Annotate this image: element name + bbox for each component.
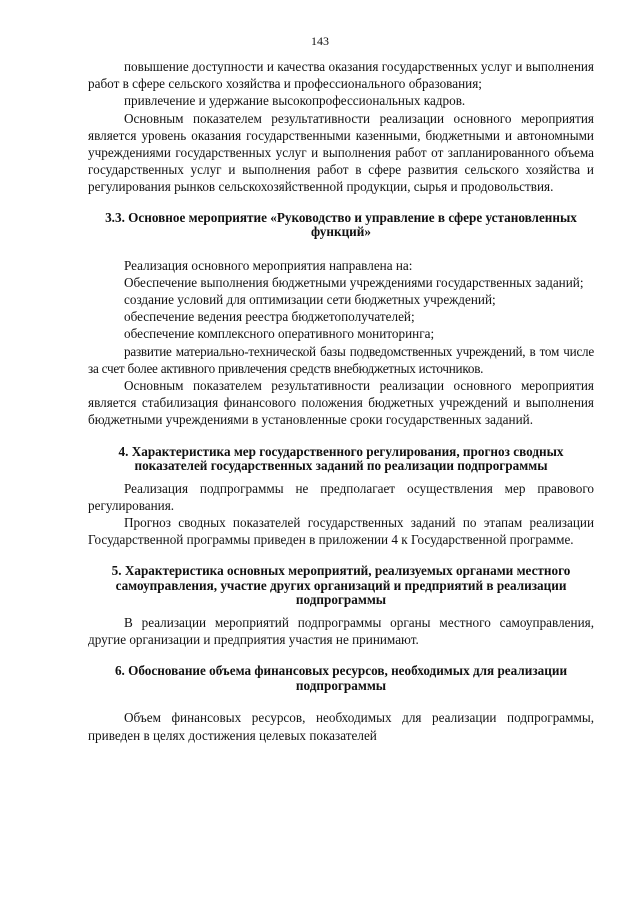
paragraph-indicator-1: Основным показателем результативности реализации основного мероприятия является уровень оказания государственными казенными, бюджетными и автономными учреждениями государственных услуг и выполнения работ от запланированного объема государственных услуг и выполнения работ в сфере развития сельского хозяйства и регулирования рынков сельскохозяйственной продукции, сырья и продовольствия. xyxy=(88,110,594,195)
paragraph-monitoring: обеспечение комплексного оперативного мониторинга; xyxy=(124,326,435,342)
section-heading-5: 5. Характеристика основных мероприятий, реализуемых органами местного самоуправления, участие других организаций и предприятий в реализации подпрограммы xyxy=(111,563,571,608)
paragraph-indicator-2: Основным показателем результативности реализации основного мероприятия является стабилизация финансового положения бюджетных учреждений и выполнения бюджетными учреждениями в установленные сроки государственных заданий. xyxy=(88,378,594,428)
paragraph-network: создание условий для оптимизации сети бюджетных учреждений; xyxy=(124,292,496,308)
paragraph-financial-volume: Объем финансовых ресурсов, необходимых для реализации подпрограммы, приведен в целях достижения целевых показателей xyxy=(88,710,594,743)
page-content xyxy=(88,58,594,744)
section-heading-6: 6. Обоснование объема финансовых ресурсов, необходимых для реализации подпрограммы xyxy=(114,663,568,693)
paragraph-aim: Реализация основного мероприятия направлена на: xyxy=(124,257,413,273)
paragraph-accessibility: повышение доступности и качества оказания государственных услуг и выполнения работ в сфере сельского хозяйства и профессионального образования; xyxy=(88,59,594,92)
paragraph-material-base: развитие материально-технической базы подведомственных учреждений, в том числе за счет более активного привлечения средств внебюджетных источников. xyxy=(88,343,594,376)
paragraph-personnel: привлечение и удержание высокопрофессиональных кадров. xyxy=(124,93,466,109)
page-number: 143 xyxy=(311,34,329,48)
paragraph-regulation: Реализация подпрограммы не предполагает осуществления мер правового регулирования. xyxy=(88,480,594,513)
paragraph-local-government: В реализации мероприятий подпрограммы органы местного самоуправления, другие организации и предприятия участия не принимают. xyxy=(88,614,594,648)
section-heading-4: 4. Характеристика мер государственного регулирования, прогноз сводных показателей государственных заданий по реализации подпрограммы xyxy=(118,443,564,474)
paragraph-forecast: Прогноз сводных показателей государственных заданий по этапам реализации Государственной программы приведен в приложении 4 к Государственной программе. xyxy=(88,515,594,548)
paragraph-budget-tasks: Обеспечение выполнения бюджетными учреждениями государственных заданий; xyxy=(124,274,584,290)
paragraph-registry: обеспечение ведения реестра бюджетополучателей; xyxy=(124,309,415,325)
section-heading-3-3: 3.3. Основное мероприятие «Руководство и управление в сфере установленных функций» xyxy=(105,209,577,240)
